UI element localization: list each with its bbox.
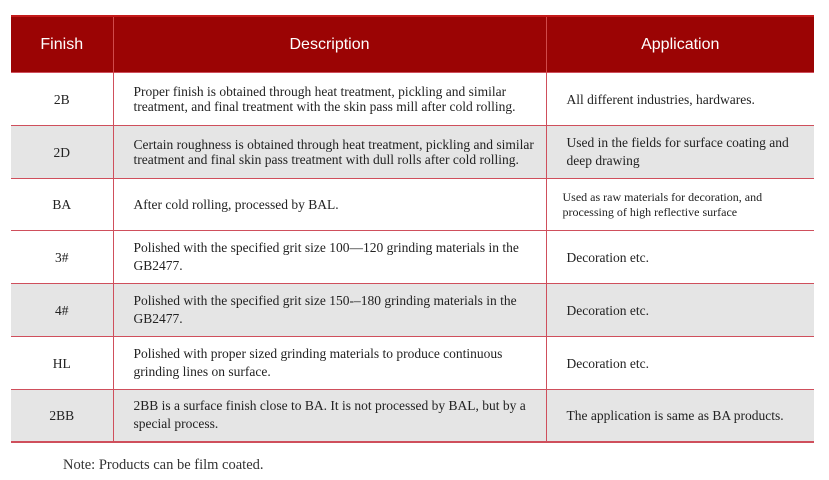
application-cell: Decoration etc.: [546, 231, 814, 284]
application-cell: Used as raw materials for decoration, and processing of high reflective surface: [546, 179, 814, 231]
table-row: [11, 390, 814, 442]
table-row: [11, 73, 814, 126]
table-header-row: [11, 16, 814, 73]
description-cell: Proper finish is obtained through heat treatment, pickling and similar treatment, and final treatment with the skin pass mill after cold rolling.: [113, 73, 546, 126]
header-application: Application: [546, 16, 814, 73]
finish-cell: 2BB: [11, 390, 113, 442]
finish-cell: BA: [11, 179, 113, 231]
table-row: [11, 126, 814, 179]
description-cell: After cold rolling, processed by BAL.: [113, 179, 546, 231]
finish-cell: 2D: [11, 126, 113, 179]
table-row: [11, 231, 814, 284]
finish-cell: HL: [11, 337, 113, 390]
description-cell: Polished with the specified grit size 150-–180 grinding materials in the GB2477.: [113, 284, 546, 337]
finish-cell: 2B: [11, 73, 113, 126]
application-cell: Decoration etc.: [546, 337, 814, 390]
application-cell: Decoration etc.: [546, 284, 814, 337]
application-cell: All different industries, hardwares.: [546, 73, 814, 126]
description-cell: 2BB is a surface finish close to BA. It is not processed by BAL, but by a special process.: [113, 390, 546, 442]
application-cell: Used in the fields for surface coating and deep drawing: [546, 126, 814, 179]
header-description: Description: [113, 16, 546, 73]
finish-cell: 3#: [11, 231, 113, 284]
description-cell: Polished with proper sized grinding materials to produce continuous grinding lines on surface.: [113, 337, 546, 390]
description-cell: Polished with the specified grit size 100—120 grinding materials in the GB2477.: [113, 231, 546, 284]
table-row: [11, 337, 814, 390]
note-text: Note: Products can be film coated.: [63, 457, 264, 473]
finish-cell: 4#: [11, 284, 113, 337]
table-row: [11, 284, 814, 337]
header-finish: Finish: [11, 16, 113, 73]
description-cell: Certain roughness is obtained through heat treatment, pickling and similar treatment and final skin pass treatment with dull rolls after cold rolling.: [113, 126, 546, 179]
table-row: [11, 179, 814, 231]
application-cell: The application is same as BA products.: [546, 390, 814, 442]
finish-table: [11, 15, 814, 443]
